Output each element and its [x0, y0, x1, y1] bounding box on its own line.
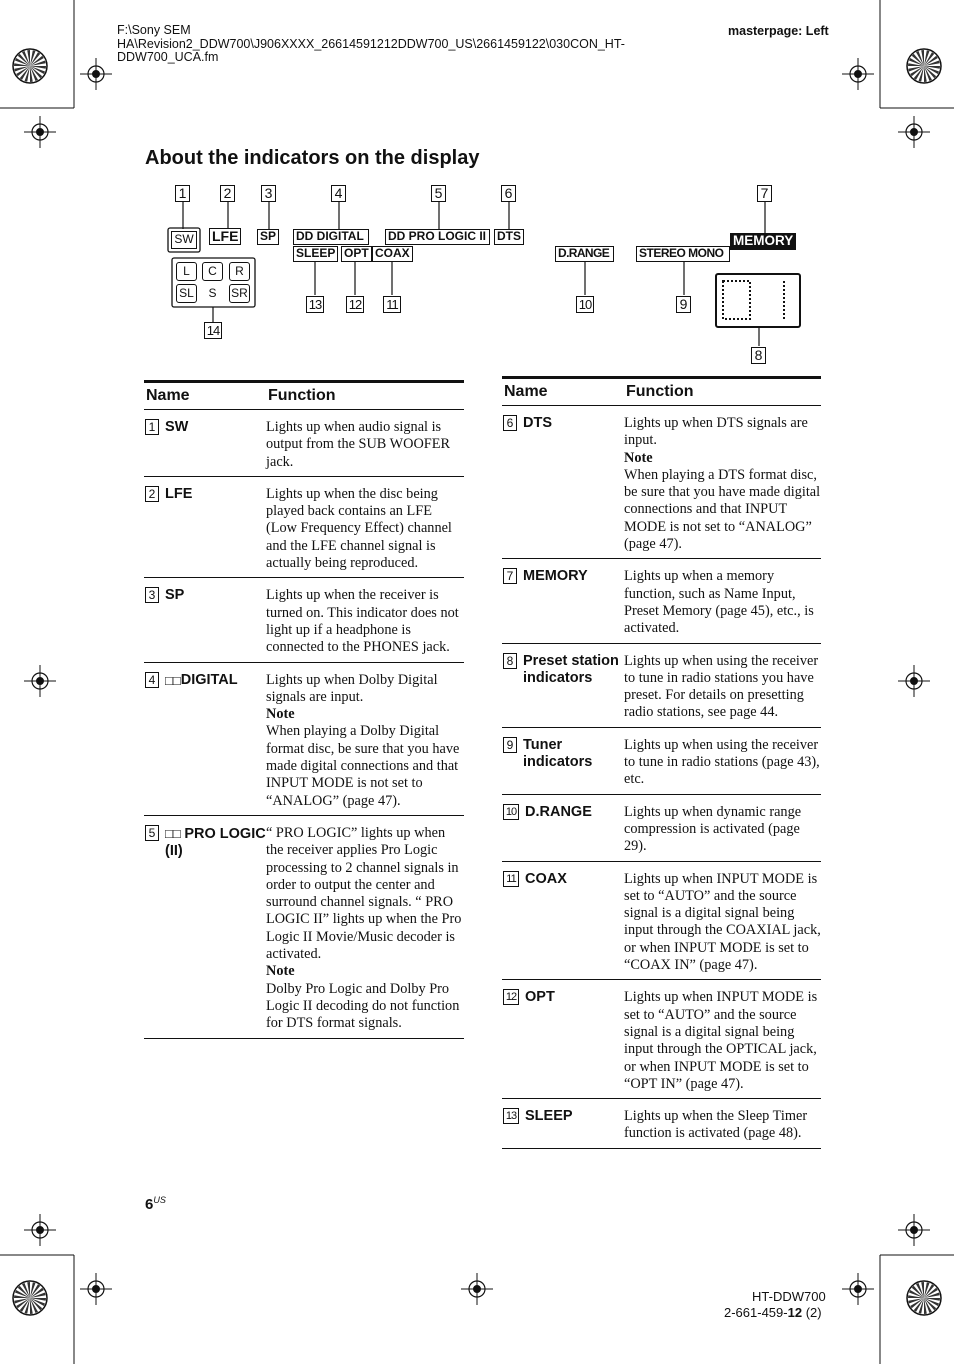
callout-1: 1	[175, 185, 190, 202]
table-row	[144, 662, 464, 815]
table-row	[502, 794, 821, 861]
callout-14: 14	[204, 322, 222, 339]
callout-6: 6	[501, 185, 516, 202]
indicator-stereo-mono: STEREO MONO	[636, 246, 730, 262]
item-number: 1	[145, 419, 159, 435]
item-name: MEMORY	[523, 568, 588, 585]
item-function: Lights up when a memory function, such as Name Input, Preset Memory (page 45), etc., is activated.	[624, 559, 821, 643]
table-row	[144, 815, 464, 1038]
header-file-path: F:\Sony SEM HA\Revision2_DDW700\J906XXXX_26614591212DDW700_US\2661459122\030CON_HT- DDW700_UCA.fm	[117, 23, 625, 64]
callout-2: 2	[220, 185, 235, 202]
indicator-pro-logic: DD PRO LOGIC II	[385, 229, 490, 245]
column-header-name: Name	[502, 378, 624, 406]
table-row	[502, 861, 821, 980]
column-header-name: Name	[144, 382, 266, 410]
channel-l: L	[176, 262, 197, 281]
callout-9: 9	[676, 296, 691, 313]
indicator-lfe: LFE	[209, 228, 241, 245]
item-function: “ PRO LOGIC” lights up when the receiver applies Pro Logic processing to 2 channel signals in order to output the center and surround channel signals. “ PRO LOGIC II” lights up when the Pro Logic II Movie/Music decoder is activated.	[266, 824, 462, 963]
table-row	[502, 1099, 821, 1149]
note-label: Note	[266, 706, 295, 723]
callout-7: 7	[757, 185, 772, 202]
table-row	[502, 559, 821, 643]
item-name: SP	[165, 587, 185, 604]
item-name: DTS	[523, 415, 552, 431]
callout-11: 11	[383, 296, 401, 313]
callout-12: 12	[346, 296, 364, 313]
table-row	[144, 410, 464, 477]
indicator-opt: OPT	[341, 246, 372, 262]
item-number: 2	[145, 486, 159, 502]
item-function: Lights up when dynamic range compression is activated (page 29).	[624, 794, 821, 861]
table-row	[502, 406, 821, 559]
footer-part-code: 2-661-459-12 (2)	[724, 1305, 822, 1320]
item-name: D.RANGE	[525, 803, 592, 820]
item-number: 4	[145, 672, 159, 688]
callout-4: 4	[331, 185, 346, 202]
column-header-function: Function	[266, 382, 464, 410]
indicator-coax: COAX	[372, 246, 413, 262]
item-note: When playing a Dolby Digital format disc, be sure that you have made digital connections and that INPUT MODE is not set to “ANALOG” (page 47).	[266, 723, 460, 809]
table-row	[502, 980, 821, 1099]
item-function: Lights up when the Sleep Timer function is activated (page 48).	[624, 1099, 821, 1149]
callout-10: 10	[576, 296, 594, 313]
left-indicator-table	[144, 380, 464, 1039]
item-name: OPT	[525, 989, 555, 1006]
indicator-sleep: SLEEP	[293, 246, 338, 262]
indicator-digital: DD DIGITAL	[293, 229, 369, 245]
table-row	[144, 476, 464, 577]
item-function: Lights up when Dolby Digital signals are input.	[266, 671, 438, 705]
item-name: DIGITAL	[180, 671, 238, 688]
indicator-drange: D.RANGE	[555, 246, 614, 262]
item-function: Lights up when using the receiver to tune in radio stations (page 43), etc.	[624, 727, 821, 794]
item-function: Lights up when INPUT MODE is set to “AUTO” and the source signal is a digital signal being input through the OPTICAL jack, or when INPUT MODE is set to “OPT IN” (page 47).	[624, 980, 821, 1099]
right-indicator-table	[502, 376, 821, 1149]
item-name: SLEEP	[525, 1108, 573, 1125]
column-header-function: Function	[624, 378, 821, 406]
indicator-sp: SP	[257, 229, 279, 245]
channel-r: R	[229, 262, 250, 281]
item-function: Lights up when the disc being played back contains an LFE (Low Frequency Effect) channel and the LFE channel signal is actually being reproduced.	[266, 476, 464, 577]
indicator-memory: MEMORY	[730, 233, 796, 250]
item-number: 7	[503, 568, 517, 584]
page-number: $6^{US}$	[145, 1195, 166, 1213]
item-function: Lights up when DTS signals are input.	[624, 415, 808, 449]
item-name: LFE	[165, 485, 193, 502]
indicator-sw: SW	[171, 231, 197, 249]
item-number: 6	[503, 415, 517, 431]
footer-model: HT-DDW700	[752, 1289, 826, 1304]
item-function: Lights up when INPUT MODE is set to “AUTO” and the source signal is a digital signal being input through the COAXIAL jack, or when INPUT MODE is set to “COAX IN” (page 47).	[624, 861, 821, 980]
item-function: Lights up when using the receiver to tune in radio stations you have preset. For details on presetting radio stations, see page 44.	[624, 643, 821, 727]
item-number: 13	[503, 1108, 519, 1124]
note-label: Note	[624, 449, 653, 466]
item-number: 10	[503, 804, 519, 820]
dolby-dd-icon: □□	[165, 672, 181, 688]
item-name: COAX	[525, 870, 567, 887]
section-title: About the indicators on the display	[145, 147, 480, 169]
item-note: When playing a DTS format disc, be sure that you have made digital connections and that INPUT MODE is not set to “ANALOG” (page 47).	[624, 466, 821, 553]
table-row	[502, 643, 821, 727]
item-name: PRO LOGIC (II)	[165, 825, 266, 859]
item-name: SW	[165, 419, 189, 435]
item-number: 12	[503, 989, 519, 1005]
item-number: 8	[503, 653, 517, 669]
item-number: 3	[145, 587, 159, 603]
channel-s: S	[208, 286, 217, 300]
channel-sr: SR	[229, 284, 250, 303]
item-number: 9	[503, 737, 517, 753]
item-name: Tuner indicators	[523, 736, 593, 770]
channel-c: C	[202, 262, 223, 281]
callout-8: 8	[751, 347, 766, 364]
item-function: Lights up when audio signal is output from the SUB WOOFER jack.	[266, 410, 464, 477]
dolby-dd-icon: □□	[165, 825, 185, 841]
table-row	[144, 578, 464, 662]
table-row	[502, 727, 821, 794]
item-number: 5	[145, 825, 159, 841]
callout-13: 13	[306, 296, 324, 313]
item-note: Dolby Pro Logic and Dolby Pro Logic II decoding do not function for DTS format signals.	[266, 980, 460, 1032]
callout-3: 3	[261, 185, 276, 202]
channel-sl: SL	[176, 284, 197, 303]
callout-5: 5	[431, 185, 446, 202]
masterpage-label: masterpage: Left	[728, 24, 829, 38]
item-name: Preset station indicators	[523, 652, 619, 686]
item-function: Lights up when the receiver is turned on. This indicator does not light up if a headphone is connected to the PHONES jack.	[266, 578, 464, 662]
item-number: 11	[503, 871, 519, 887]
note-label: Note	[266, 963, 295, 980]
indicator-dts: DTS	[494, 229, 524, 245]
